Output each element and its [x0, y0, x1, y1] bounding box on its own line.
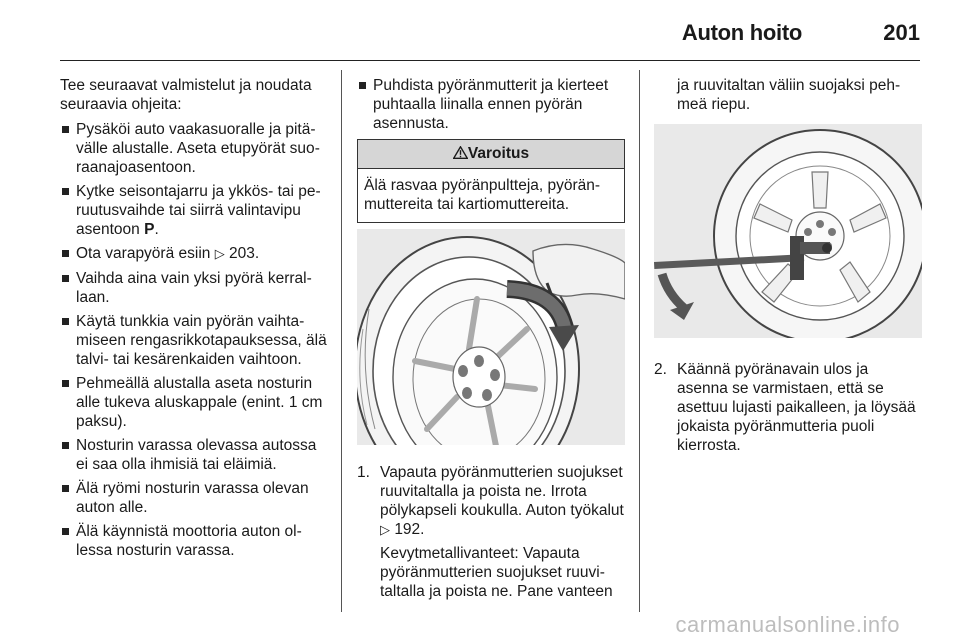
reference-arrow-icon: ▷	[380, 523, 390, 538]
page-reference[interactable]: 203.	[229, 245, 260, 262]
warning-box	[357, 139, 625, 223]
preparation-list	[60, 120, 328, 560]
list-item: Käytä tunkkia vain pyörän vaihtamiseen rengasrikkotapauksessa, älä talvi- tai kesärenkaiden vaihtoon.	[60, 312, 328, 369]
step-number: 2.	[654, 361, 667, 378]
page-reference[interactable]: 192.	[394, 521, 425, 538]
page-number: 201	[883, 20, 920, 45]
section-title: Auton hoito	[681, 20, 802, 45]
list-item: Nosturin varassa olevassa autossa ei saa olla ihmisiä tai eläimiä.	[60, 436, 328, 474]
continued-text: ja ruuvitaltan väliin suojaksi pehmeä riepu.	[677, 77, 901, 113]
column-divider	[639, 70, 640, 612]
list-item: Kytke seisontajarru ja ykkös- tai peruutusvaihde tai siirrä valintavipu asentoon P.	[60, 182, 328, 239]
warning-triangle-icon	[453, 146, 468, 159]
step-number: 1.	[357, 464, 370, 481]
list-item: Puhdista pyöränmutterit ja kierteet puhtaalla liinalla ennen pyörän asennusta.	[357, 76, 625, 133]
list-item: Älä käynnistä moottoria auton ollessa nosturin varassa.	[60, 522, 328, 560]
header-rule	[60, 60, 920, 61]
steps-list	[357, 463, 625, 601]
column-3	[654, 76, 922, 455]
warning-text: Älä rasvaa pyöränpultteja, pyöränmuttereita tai kartiomuttereita.	[364, 177, 601, 213]
column-divider	[341, 70, 342, 612]
list-item: 1. Vapauta pyöränmutterien suojukset ruuvitaltalla ja poista ne. Irrota pölykapseli koukulla. Auton työkalut ▷ 192. Kevytmetallivanteet: Vapauta pyöränmutterien suojukset ruuvitaltalla ja poista ne. Pane vanteen	[357, 464, 624, 600]
watermark: carmanualsonline.info	[675, 612, 900, 637]
list-item: Älä ryömi nosturin varassa olevan auton alle.	[60, 479, 328, 517]
hubcap-illustration-svg	[357, 229, 625, 445]
wheel-wrench-illustration	[654, 124, 922, 338]
wheel-wrench-illustration-svg	[654, 124, 922, 338]
steps-list	[654, 360, 922, 455]
list-item: Vaihda aina vain yksi pyörä kerrallaan.	[60, 269, 328, 307]
warning-title: Varoitus	[467, 145, 530, 162]
step-subnote: Kevytmetallivanteet: Vapauta pyöränmutterien suojukset ruuvitaltalla ja poista ne. Pane vanteen	[380, 545, 613, 600]
warning-header	[358, 140, 624, 169]
column-2	[357, 76, 625, 601]
gear-position-p: P	[144, 221, 155, 238]
list-item: Pehmeällä alustalla aseta nosturin alle tukeva aluskappale (enint. 1 cm paksu).	[60, 374, 328, 431]
column-1	[60, 76, 328, 565]
cleaning-list	[357, 76, 625, 133]
list-item: Ota varapyörä esiin ▷ 203.	[60, 244, 328, 264]
reference-arrow-icon: ▷	[214, 247, 225, 262]
hubcap-removal-illustration	[357, 229, 625, 445]
intro-text: Tee seuraavat valmistelut ja noudata seuraavia ohjeita:	[60, 77, 312, 113]
list-item: Pysäköi auto vaakasuoralle ja pitävälle alustalle. Aseta etupyörät suoraanajoasentoon.	[60, 120, 328, 177]
page-header	[60, 16, 920, 56]
list-item: 2. Käännä pyöränavain ulos ja asenna se varmistaen, että se asettuu lujasti paikalleen, ja löysää jokaista pyöränmutteria puoli kierrosta.	[654, 361, 916, 454]
